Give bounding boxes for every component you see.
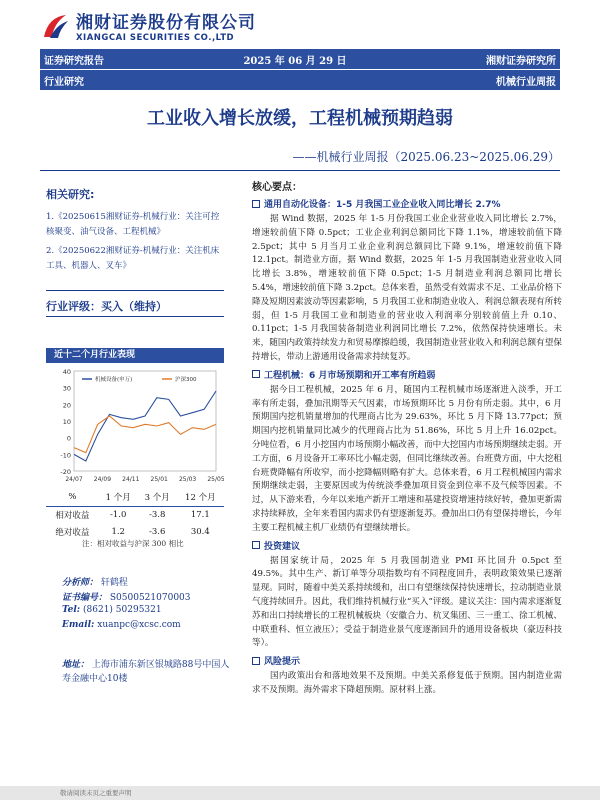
y-tick-label: 0 xyxy=(66,434,71,443)
section-paragraph: 国内政策出台和落地效果不及预期。中美关系修复低于预期。国内制造业需求不及预期。海外需求下降超预期。原材料上涨。 xyxy=(252,671,562,695)
y-tick-label: -20 xyxy=(60,468,71,476)
header-bar xyxy=(40,49,560,69)
table-cell: -3.6 xyxy=(148,526,166,537)
y-tick-label: 30 xyxy=(62,384,71,393)
section-title-text: 通用自动化设备：1-5 月我国工业企业收入同比增长 2.7% xyxy=(264,200,501,210)
logo-cn: 湘财证券股份有限公司 xyxy=(76,13,256,33)
x-tick-label: 24/11 xyxy=(122,476,140,483)
table-cell: 绝对收益 xyxy=(55,527,90,538)
tel-value: (8621) 50295321 xyxy=(83,605,162,615)
analyst-tel xyxy=(62,605,162,615)
bullet-square-icon xyxy=(252,541,260,549)
x-tick-label: 25/05 xyxy=(207,476,224,483)
analyst-cert xyxy=(62,590,191,603)
table-header: % xyxy=(46,489,99,506)
table-note: 注：相对收益与沪深 300 相比 xyxy=(82,539,184,548)
x-tick-label: 25/03 xyxy=(178,476,197,483)
related-item-1[interactable]: 1.《20250615湘财证券-机械行业：关注可控核聚变、油气设备、工程机械》 xyxy=(46,212,220,237)
related-item-2[interactable]: 2.《20250622湘财证券-机械行业：关注机床工具、机器人、叉车》 xyxy=(46,246,220,271)
table-cell: 1.2 xyxy=(111,526,125,537)
tel-label: Tel: xyxy=(62,605,81,615)
core-heading: 核心要点： xyxy=(252,182,302,193)
table-cell: 相对收益 xyxy=(55,510,90,521)
section-title-text: 风险提示 xyxy=(264,657,301,668)
subheader-category: 行业研究 xyxy=(44,76,84,88)
y-tick-label: -10 xyxy=(60,451,71,460)
report-title: 工业收入增长放缓，工程机械预期趋弱 xyxy=(147,108,453,129)
industry-rating: 行业评级：买入（维持） xyxy=(46,300,167,313)
header-institute: 湘财证券研究所 xyxy=(485,55,556,67)
legend-label: 沪深300 xyxy=(175,377,197,383)
left-divider xyxy=(46,290,224,291)
analyst-name xyxy=(62,575,128,588)
title-divider xyxy=(40,170,560,171)
section-paragraph: 据国家统计局，2025 年 5 月我国制造业 PMI 环比回升 0.5pct 至 49.5%。其中生产、新订单等分项指数均有不同程度回升，表明政策效果已逐渐显现。同时，随着中美关系持续缓和，出口有望继续保持快速增长，拉动制造业景气度持续回升。因此，我们维持机械行业“买入”评级。建议关注：国内需求逐渐复苏和出口持续增长的工程机械板块（安徽合力、杭叉集团、三一重工、徐工机械、中联重科、恒立液压）；受益于制造业景气度逐渐回升的通用设备板块（豪迈科技等）。 xyxy=(252,555,562,649)
series-line xyxy=(74,391,216,461)
plot-frame xyxy=(74,371,216,471)
cert-value: S0500521070003 xyxy=(109,593,191,603)
x-tick-label: 25/01 xyxy=(150,476,168,483)
table-cell: 30.4 xyxy=(190,526,210,537)
related-research xyxy=(46,186,222,274)
section-1 xyxy=(252,197,562,365)
addr-label: 地址： xyxy=(62,660,90,670)
analyst-address xyxy=(62,658,232,686)
logo-en: XIANGCAI SECURITIES CO.,LTD xyxy=(76,33,235,43)
table-header-row xyxy=(46,489,224,506)
analyst-value: 轩鹤程 xyxy=(100,578,128,588)
bullet-square-icon xyxy=(252,657,260,665)
y-tick-label: 20 xyxy=(62,401,71,410)
cert-label: 证书编号： xyxy=(62,593,108,603)
section-paragraph: 据 Wind 数据，2025 年 1-5 月份我国工业企业营业收入同比增长 2.7%，增速较前值下降 0.5pct；工业企业利润总额同比下降 1.1%，增速较前值下降 2.5pct；其中 5 月当月工业企业利润总额同比下降 9.1%，增速较前值下降 12.1pct。制造业方面，据 Wind 数据，2025 年 1-5 月我国制造业营业收入同比增长 3.8%，增速较前值下降 0.5pct；1-5 月制造业利润总额同比增长 5.4%，增速较前值下降 3.2pct。总体来看，虽然受有效需求不足、工业品价格下降及短期因素波动等因素影响，5 月我国工业和制造业收入、利润总额表现有所转弱，但 1-5 月我国工业和制造业的营业收入利润率分别较前值上升 0.10、0.11pct；1-5 月我国装备制造业利润同比增长 7.2%，依然保持快速增长。未来，随国内政策持续发力和贸易摩擦趋缓，我国制造业营业收入和利润总额有望保持增长，带动上游通用设备需求持续复苏。 xyxy=(252,214,562,362)
section-paragraph: 据今日工程机械，2025 年 6 月，随国内工程机械市场逐渐进入淡季，开工率有所走弱，叠加汛期等天气因素，市场预期环比 5 月份有所走弱。其中，6 月预期国内挖机销量增加的代理商占比为 29.63%，环比 5 月下降 13.77pct；预期国内挖机销量同比减少的代理商占比为 51.86%，环比 5 月上升 16.02pct。分吨位看，6 月小挖国内市场预期小幅改善，而中大挖国内市场预期继续走弱。开工方面，6 月设备开工率环比小幅走弱，但同比继续改善。台班费方面，中大挖租台班费降幅有所收窄，而小挖降幅则略有扩大。总体来看，6 月工程机械国内需求预期继续走弱，主要原因或为传统淡季叠加项目资金到位率不及气候等因素。不过，从下游来看，今年以来地产新开工增速和基建投资增速持续好转，叠加更新需求持续释放，全年来看国内需求仍有望逐渐复苏。叠加出口仍有望保持增长，今年主要工程机械主机厂业绩仍有望继续增长。 xyxy=(252,384,562,533)
section-4 xyxy=(252,654,562,698)
email-value[interactable]: xuanpc@xcsc.com xyxy=(97,620,181,630)
table-cell: 17.1 xyxy=(190,509,210,520)
bullet-square-icon xyxy=(252,200,260,208)
section-3 xyxy=(252,539,562,652)
header-report-type: 证券研究报告 xyxy=(44,55,104,67)
y-tick-label: 40 xyxy=(62,368,71,376)
table-cell: -1.0 xyxy=(110,509,127,520)
subheader-report-name: 机械行业周报 xyxy=(496,76,556,88)
industry-performance-chart xyxy=(46,348,224,500)
section-title xyxy=(252,539,562,552)
section-title xyxy=(252,368,562,381)
table-header: 3 个月 xyxy=(138,489,177,506)
performance-table xyxy=(46,489,224,540)
report-subtitle: ——机械行业周报（2025.06.23~2025.06.29） xyxy=(292,150,560,164)
table-header: 12 个月 xyxy=(177,489,224,506)
table-row xyxy=(46,506,224,523)
series-line xyxy=(74,416,216,453)
chart-svg xyxy=(46,363,224,487)
left-divider-2 xyxy=(46,316,224,317)
bullet-square-icon xyxy=(252,370,260,378)
section-title xyxy=(252,197,562,210)
table-header: 1 个月 xyxy=(99,489,138,506)
related-heading: 相关研究: xyxy=(46,188,95,201)
email-label: Email: xyxy=(62,620,95,630)
legend-label: 机械设备(申万) xyxy=(95,377,133,383)
section-title-text: 工程机械：6 月市场预期和开工率有所趋弱 xyxy=(264,370,436,381)
table-cell: -3.8 xyxy=(148,509,166,520)
logo-icon xyxy=(40,11,70,41)
chart-title: 近十二个月行业表现 xyxy=(46,348,224,363)
section-2 xyxy=(252,368,562,536)
x-tick-label: 24/09 xyxy=(93,476,112,483)
analyst-label: 分析师： xyxy=(62,578,99,588)
core-points xyxy=(252,178,562,698)
section-title-text: 投资建议 xyxy=(264,541,301,552)
analyst-email xyxy=(62,620,181,630)
section-title xyxy=(252,654,562,667)
company-logo xyxy=(40,8,256,43)
y-tick-label: 10 xyxy=(62,418,71,426)
subheader-bar xyxy=(40,70,560,90)
addr-value: 上海市浦东新区银城路88号中国人寿金融中心10楼 xyxy=(62,660,230,684)
x-tick-label: 24/07 xyxy=(65,476,83,483)
footer-disclaimer: 敬请阅读末页之重要声明 xyxy=(0,786,600,800)
header-date: 2025 年 06 月 29 日 xyxy=(243,55,347,67)
